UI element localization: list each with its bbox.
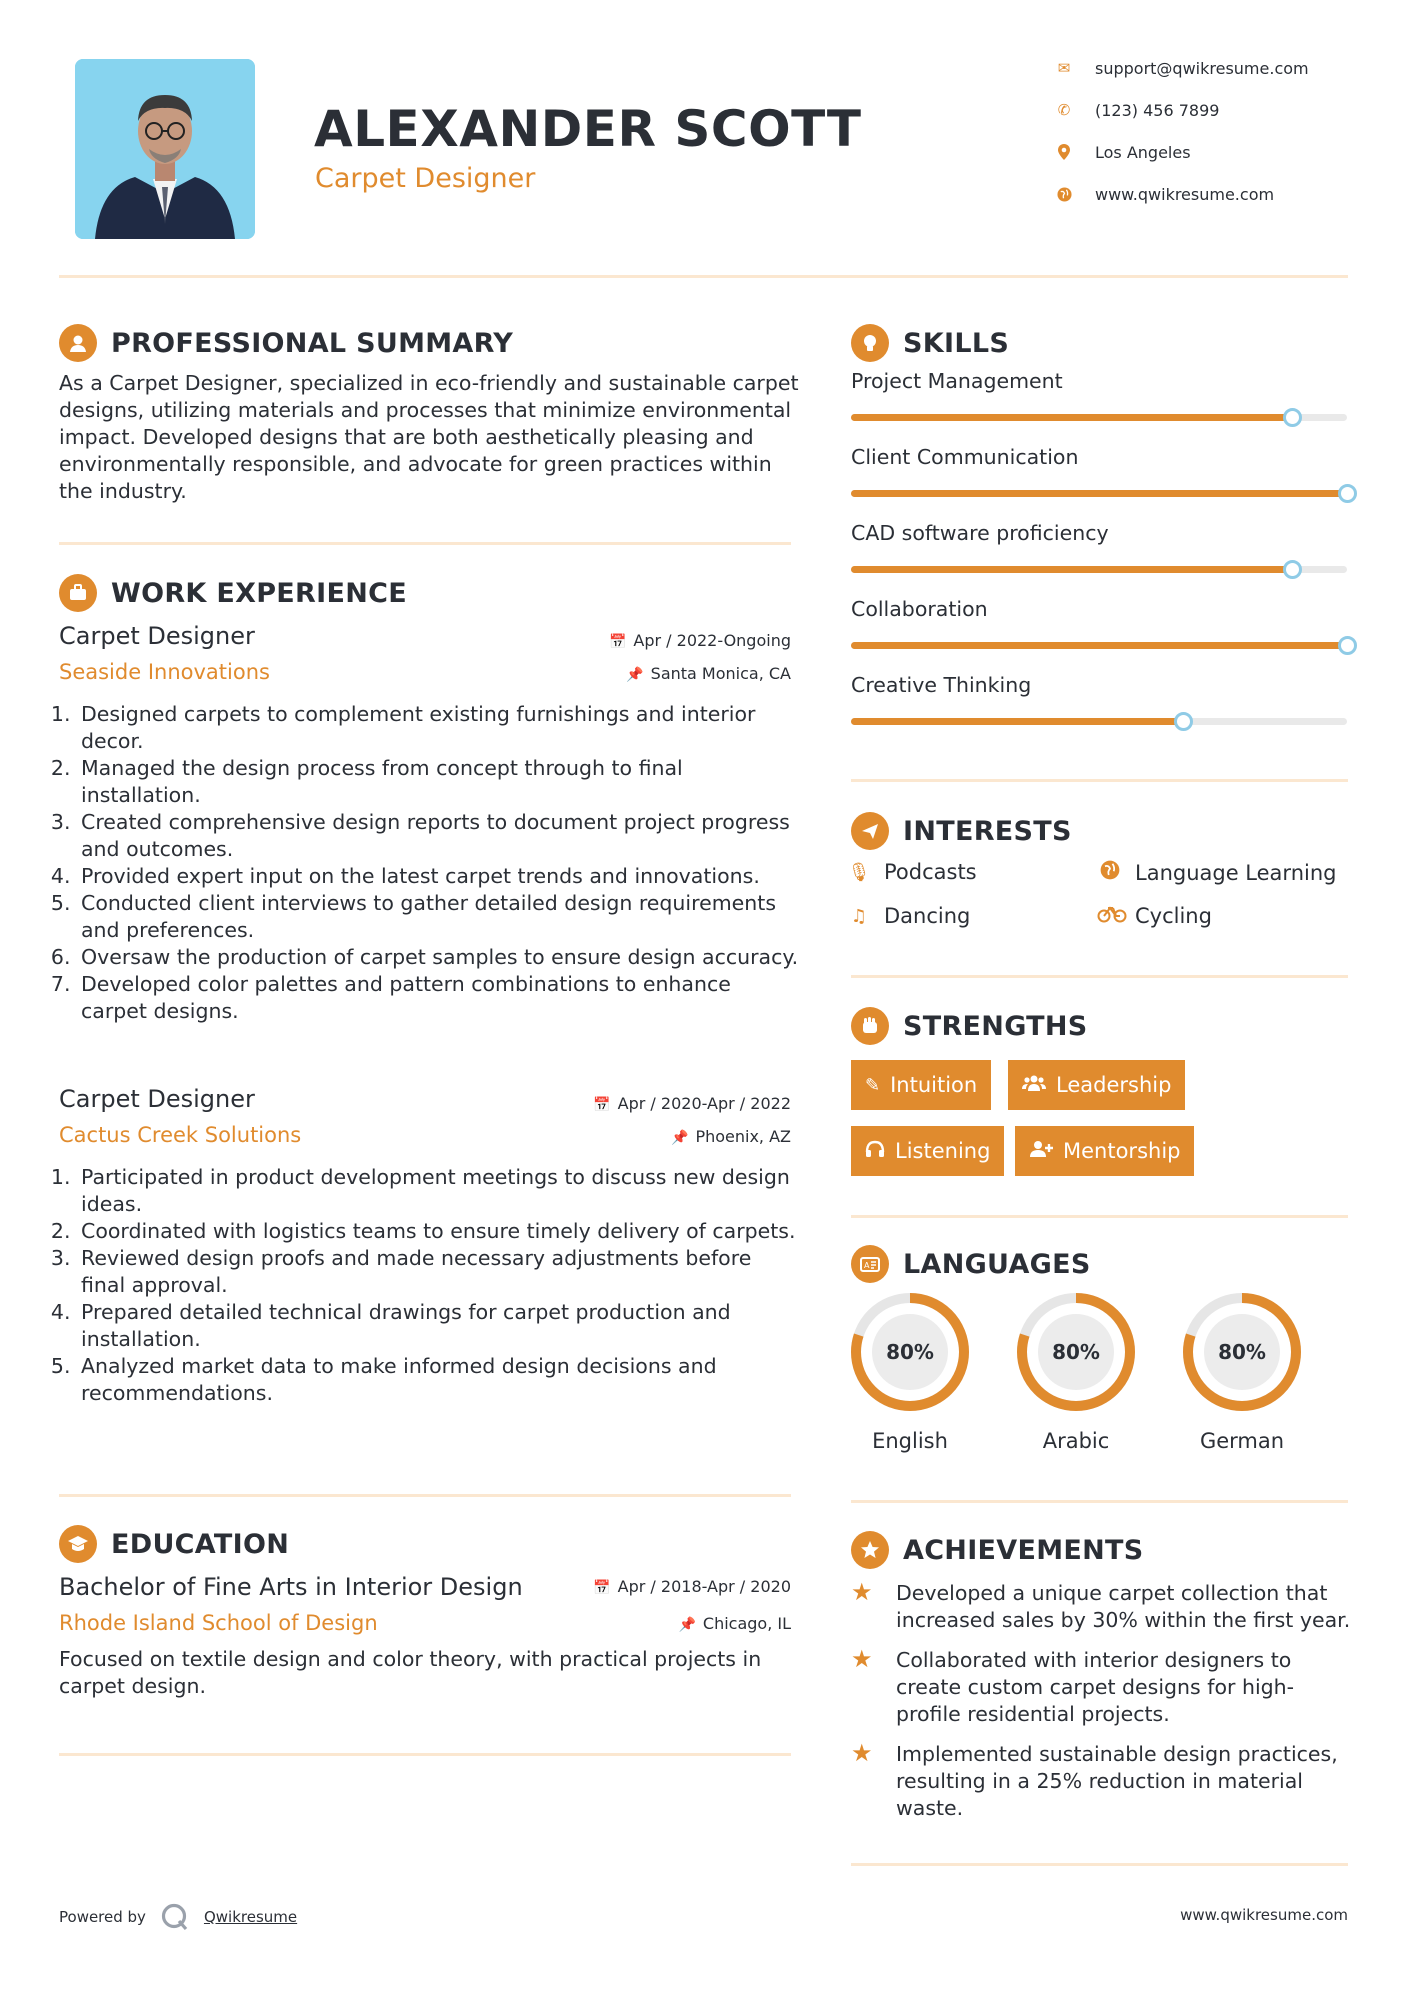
interests-heading [851, 812, 1072, 850]
strengths-divider [851, 1215, 1348, 1218]
summary-heading [59, 324, 513, 362]
list-item: 1. Designed carpets to complement existing furnishings and interior decor. [77, 701, 799, 755]
language-percent: 80% [1218, 1340, 1266, 1364]
education-dates-text: Apr / 2018-Apr / 2020 [617, 1577, 791, 1596]
job-2-location [671, 1127, 791, 1146]
languages-divider [851, 1500, 1348, 1503]
achievements-divider [851, 1863, 1348, 1866]
contact-email-text: support@qwikresume.com [1095, 58, 1309, 78]
location-pin-icon [1053, 142, 1075, 162]
job-2-bullets [59, 1164, 799, 1407]
interest-label: Cycling [1135, 904, 1212, 928]
job-1-bullets [59, 701, 799, 1025]
list-item: 5. Conducted client interviews to gather detailed design requirements and preferences. [77, 890, 799, 944]
skill-bar-fill [851, 718, 1183, 725]
lightbulb-icon [851, 324, 889, 362]
summary-text: As a Carpet Designer, specialized in eco-friendly and sustainable carpet designs, utilizing materials and processes that minimize environmental impact. Developed designs that are both aesthetically pleasing and environmentally responsible, and advocate for green practices within the industry. [59, 371, 799, 503]
star-badge-icon [851, 1531, 889, 1569]
language-percent: 80% [1052, 1340, 1100, 1364]
experience-divider [59, 1494, 791, 1497]
skill-bar-knob [1174, 712, 1193, 731]
contact-location-text: Los Angeles [1095, 142, 1191, 162]
skill-bar-fill [851, 414, 1292, 421]
candidate-title: Carpet Designer [315, 163, 536, 194]
powered-by-text: Powered by [59, 1908, 146, 1926]
strength-label: Leadership [1056, 1073, 1172, 1097]
education-description: Focused on textile design and color theory, with practical projects in carpet design. [59, 1647, 762, 1698]
job-1-company: Seaside Innovations [59, 660, 270, 684]
strength-leadership [1008, 1060, 1185, 1110]
skill-bar-knob [1283, 408, 1302, 427]
contact-location [1053, 142, 1191, 162]
skill-bar-knob [1283, 560, 1302, 579]
star-icon: ★ [851, 1645, 873, 1673]
briefcase-icon [59, 574, 97, 612]
star-icon: ★ [851, 1578, 873, 1606]
achievement-text: Implemented sustainable design practices, resulting in a 25% reduction in material waste. [896, 1742, 1338, 1820]
skill-label: CAD software proficiency [851, 521, 1109, 545]
language-ring [1172, 1282, 1312, 1422]
language-ring [1006, 1282, 1146, 1422]
skill-label: Creative Thinking [851, 673, 1032, 697]
job-2-dates-text: Apr / 2020-Apr / 2022 [617, 1094, 791, 1113]
list-item: 6. Oversaw the production of carpet samples to ensure design accuracy. [77, 944, 799, 971]
list-item: 1. Participated in product development meetings to discuss new design ideas. [77, 1164, 799, 1218]
strength-label: Mentorship [1063, 1139, 1181, 1163]
achievement-item [851, 1580, 1351, 1634]
fist-icon [851, 1007, 889, 1045]
contact-website-text: www.qwikresume.com [1095, 184, 1275, 204]
interest-label: Dancing [884, 904, 971, 928]
education-heading-text: EDUCATION [111, 1528, 290, 1560]
language-card-icon [851, 1245, 889, 1283]
education-degree: Bachelor of Fine Arts in Interior Design [59, 1573, 523, 1601]
skills-divider [851, 779, 1348, 782]
skill-label: Collaboration [851, 597, 988, 621]
interests-divider [851, 975, 1348, 978]
contact-phone[interactable] [1053, 100, 1219, 120]
strength-mentorship [1015, 1126, 1194, 1176]
graduation-cap-icon [59, 1525, 97, 1563]
education-school: Rhode Island School of Design [59, 1611, 378, 1635]
skill-bar [851, 490, 1347, 497]
education-dates [593, 1577, 791, 1596]
contact-website[interactable] [1053, 184, 1274, 204]
qwikresume-link[interactable]: Qwikresume [203, 1908, 298, 1926]
header-divider [59, 275, 1348, 278]
contact-email[interactable] [1053, 58, 1309, 78]
list-item: 5. Analyzed market data to make informed design decisions and recommendations. [77, 1353, 799, 1407]
list-item: 4. Prepared detailed technical drawings for carpet production and installation. [77, 1299, 799, 1353]
pushpin-icon: 📌 [671, 1130, 689, 1146]
achievements-heading [851, 1531, 1144, 1569]
job-1-location-text: Santa Monica, CA [650, 664, 791, 683]
magic-wand-icon: ✎ [865, 1074, 881, 1096]
skill-label: Client Communication [851, 445, 1079, 469]
skill-bar [851, 566, 1347, 573]
pushpin-icon: 📌 [678, 1617, 696, 1633]
strengths-heading-text: STRENGTHS [903, 1010, 1088, 1042]
footer-powered-by [59, 1902, 297, 1932]
calendar-icon: 📅 [608, 634, 627, 650]
list-item: 7. Developed color palettes and pattern combinations to enhance carpet designs. [77, 971, 799, 1025]
skill-bar [851, 414, 1347, 421]
footer-website[interactable]: www.qwikresume.com [1180, 1906, 1348, 1924]
user-plus-icon [1029, 1140, 1053, 1163]
headphones-icon [865, 1140, 885, 1163]
job-1-title: Carpet Designer [59, 622, 255, 650]
strength-label: Intuition [890, 1073, 978, 1097]
list-item: 2. Managed the design process from concept through to final installation. [77, 755, 799, 809]
list-item: 3. Created comprehensive design reports to document project progress and outcomes. [77, 809, 799, 863]
language-english-label: English [872, 1429, 948, 1453]
interest-podcasts [846, 860, 977, 884]
job-2-title: Carpet Designer [59, 1085, 255, 1113]
education-divider [59, 1753, 791, 1756]
skill-bar-knob [1338, 636, 1357, 655]
job-2-company: Cactus Creek Solutions [59, 1123, 302, 1147]
summary-divider [59, 542, 791, 545]
strengths-heading [851, 1007, 1088, 1045]
list-item: 2. Coordinated with logistics teams to ensure timely delivery of carpets. [77, 1218, 799, 1245]
qwikresume-logo-icon [160, 1902, 190, 1932]
list-item: 3. Reviewed design proofs and made necessary adjustments before final approval. [77, 1245, 799, 1299]
achievement-text: Developed a unique carpet collection that increased sales by 30% within the first year. [896, 1581, 1351, 1632]
languages-heading [851, 1245, 1091, 1283]
interest-label: Podcasts [884, 860, 977, 884]
achievement-text: Collaborated with interior designers to create custom carpet designs for high-profile residential projects. [896, 1648, 1295, 1726]
star-icon: ★ [851, 1739, 873, 1767]
profile-photo [75, 59, 255, 239]
candidate-name: ALEXANDER SCOTT [314, 100, 862, 158]
skill-bar [851, 642, 1347, 649]
strength-label: Listening [895, 1139, 991, 1163]
job-2-location-text: Phoenix, AZ [695, 1127, 791, 1146]
summary-heading-text: PROFESSIONAL SUMMARY [111, 327, 514, 359]
users-icon [1022, 1074, 1046, 1097]
pushpin-icon: 📌 [626, 667, 644, 683]
skills-heading-text: SKILLS [903, 327, 1010, 359]
music-note-icon: ♫ [850, 905, 868, 927]
skill-label: Project Management [851, 369, 1063, 393]
experience-heading [59, 574, 407, 612]
language-german-label: German [1199, 1429, 1285, 1453]
job-1-location [626, 664, 791, 683]
skill-bar-fill [851, 490, 1347, 497]
interest-label: Language Learning [1135, 860, 1337, 885]
skill-bar-knob [1338, 484, 1357, 503]
microphone-icon: 🎙 [847, 861, 871, 883]
globe-icon [1053, 184, 1075, 204]
list-item: 4. Provided expert input on the latest carpet trends and innovations. [77, 863, 799, 890]
calendar-icon: 📅 [593, 1580, 611, 1596]
language-arabic-label: Arabic [1042, 1429, 1110, 1453]
languages-heading-text: LANGUAGES [903, 1248, 1091, 1280]
experience-heading-text: WORK EXPERIENCE [111, 577, 407, 609]
skill-bar [851, 718, 1347, 725]
language-ring [840, 1282, 980, 1422]
job-2-dates [593, 1094, 791, 1113]
job-1-dates-text: Apr / 2022-Ongoing [633, 631, 791, 650]
skills-heading [851, 324, 1009, 362]
contact-phone-text: (123) 456 7899 [1095, 100, 1220, 120]
interest-dancing [846, 904, 970, 928]
bicycle-icon [1097, 905, 1123, 928]
interest-language-learning [1097, 860, 1336, 885]
education-location [678, 1614, 791, 1633]
job-1-dates [609, 631, 791, 650]
skill-bar-fill [851, 642, 1347, 649]
phone-icon: ✆ [1057, 101, 1071, 119]
interests-heading-text: INTERESTS [903, 815, 1072, 847]
paper-plane-icon [851, 812, 889, 850]
achievement-item [851, 1647, 1351, 1728]
achievement-item [851, 1741, 1351, 1822]
education-heading [59, 1525, 289, 1563]
interest-cycling [1097, 904, 1212, 928]
language-percent: 80% [886, 1340, 934, 1364]
education-location-text: Chicago, IL [702, 1614, 791, 1633]
achievements-heading-text: ACHIEVEMENTS [903, 1534, 1144, 1566]
strength-listening [851, 1126, 1004, 1176]
envelope-icon: ✉ [1057, 59, 1071, 77]
skill-bar-fill [851, 566, 1292, 573]
user-icon [59, 324, 97, 362]
globe-icon [1097, 860, 1123, 885]
calendar-icon: 📅 [593, 1097, 611, 1113]
svg-text:A: A [864, 1261, 870, 1270]
strength-intuition [851, 1060, 991, 1110]
